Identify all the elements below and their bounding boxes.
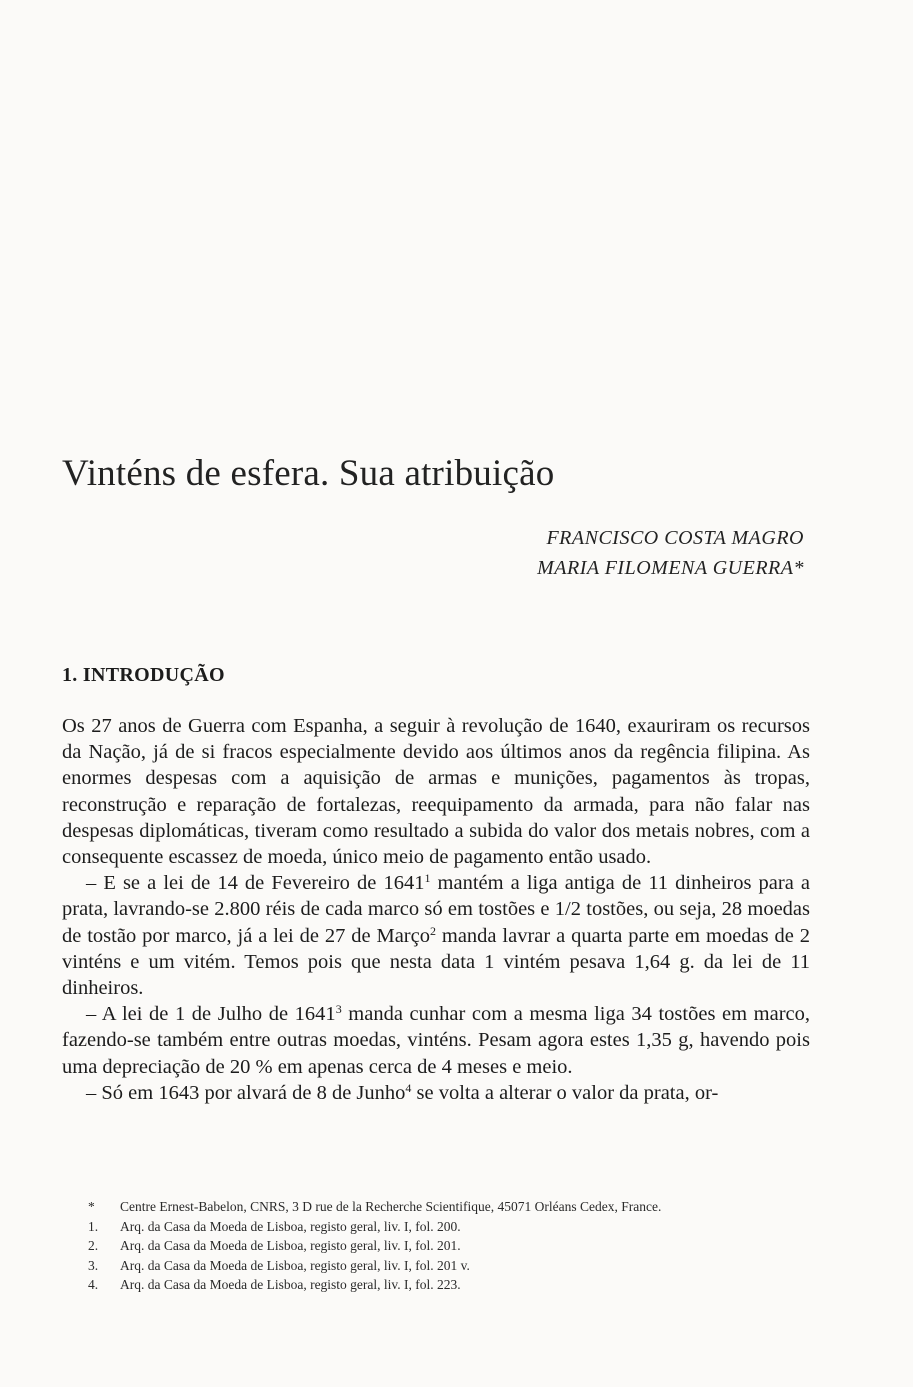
paragraph-text: – E se a lei de 14 de Fevereiro de 1641 xyxy=(86,872,425,895)
paragraph-text: se volta a alterar o valor da prata, or- xyxy=(411,1081,719,1104)
footnote xyxy=(88,1217,808,1237)
body-paragraph xyxy=(62,713,810,870)
paragraph-text: Os 27 anos de Guerra com Espanha, a seguir à revolução de 1640, exauriram os recursos da Nação, já de si fracos especialmente devido aos últimos anos da regência filipina. As enormes despesas com a aquisição de armas e munições, pagamentos às tropas, reconstrução e reparação de fortalezas, reequipamento da armada, para não falar nas despesas diplomáticas, tiveram como resultado a subida do valor dos metais nobres, com a consequente escassez de moeda, único meio de pagamento então usado. xyxy=(62,715,810,869)
paragraph-text: manda lavrar a quarta parte em moedas de 2 vinténs e um vitém. Temos pois que nesta data 1 vintém pesava 1,64 g. da lei de 11 dinheiros. xyxy=(62,924,810,1000)
paragraph-text: mantém a liga antiga de 11 dinheiros para a prata, lavrando-se 2.800 réis de cada marco só em tostões e 1/2 tostões, ou seja, 28 moedas de tostão por marco, já a lei de 27 de Março xyxy=(62,872,811,947)
footnote-text: Arq. da Casa da Moeda de Lisboa, registo geral, liv. I, fol. 200. xyxy=(120,1218,461,1234)
body-paragraph xyxy=(62,1080,810,1106)
paragraph-text: – Só em 1643 por alvará de 8 de Junho xyxy=(86,1081,406,1104)
footnotes xyxy=(88,1197,808,1295)
footnote-mark: * xyxy=(88,1199,95,1214)
footnote xyxy=(88,1197,808,1217)
footnote xyxy=(88,1236,808,1256)
section-heading: 1. INTRODUÇÃO xyxy=(62,664,225,686)
author-name: FRANCISCO COSTA MAGRO xyxy=(546,527,804,549)
footnote-reference: 2 xyxy=(429,923,436,938)
footnote-text: Arq. da Casa da Moeda de Lisboa, registo geral, liv. I, fol. 223. xyxy=(120,1277,461,1292)
footnote-mark: 2. xyxy=(88,1238,99,1253)
footnote-text: Arq. da Casa da Moeda de Lisboa, registo geral, liv. I, fol. 201 v. xyxy=(120,1257,470,1273)
author-name: MARIA FILOMENA GUERRA* xyxy=(537,557,804,579)
footnote-mark: 1. xyxy=(88,1218,99,1234)
article-title: Vinténs de esfera. Sua atribuição xyxy=(62,453,555,494)
footnote-text: Centre Ernest-Babelon, CNRS, 3 D rue de la Recherche Scientifique, 45071 Orléans Cedex, France. xyxy=(120,1199,662,1214)
paragraph-text: – A lei de 1 de Julho de 1641 xyxy=(86,1003,336,1026)
footnote xyxy=(88,1256,808,1276)
footnote-mark: 3. xyxy=(88,1257,99,1273)
footnote xyxy=(88,1275,808,1295)
body-text xyxy=(62,713,810,1106)
author-block xyxy=(537,523,804,583)
footnote-reference: 1 xyxy=(424,871,431,886)
body-paragraph xyxy=(62,870,810,1001)
body-paragraph xyxy=(62,1001,810,1080)
footnote-reference: 3 xyxy=(335,1002,342,1017)
footnote-text: Arq. da Casa da Moeda de Lisboa, registo geral, liv. I, fol. 201. xyxy=(120,1238,461,1253)
footnote-reference: 4 xyxy=(405,1080,412,1095)
footnote-mark: 4. xyxy=(88,1277,99,1292)
paragraph-text: manda cunhar com a mesma liga 34 tostões em marco, fazendo-se também entre outras moedas, vinténs. Pesam agora estes 1,35 g, havendo pois uma depreciação de 20 % em apenas cerca de 4 meses e meio. xyxy=(62,1003,810,1078)
